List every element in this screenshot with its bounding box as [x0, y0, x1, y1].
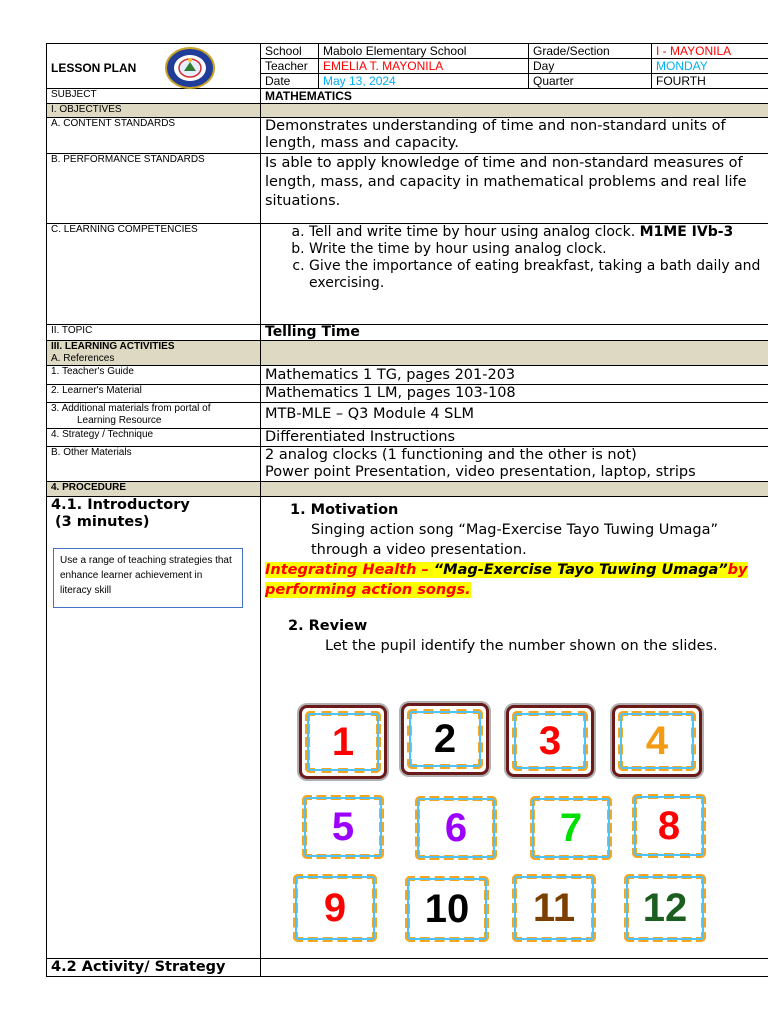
card-number: 8 [657, 804, 681, 848]
subject-label: SUBJECT [47, 89, 261, 104]
introductory-label-line2: (3 minutes) [55, 514, 150, 530]
card-number: 1 [331, 720, 355, 764]
other-materials-line2: Power point Presentation, video presentation, laptop, strips [265, 464, 696, 480]
card-number: 4 [645, 719, 669, 763]
grade-value: I - MAYONILA [652, 44, 768, 59]
additional-materials-label-line2: Learning Resource [77, 415, 162, 426]
competency-code: M1ME IVb-3 [639, 224, 734, 240]
integration-prefix: Integrating Health [265, 562, 417, 578]
lesson-plan-page [46, 43, 768, 977]
integration-suffix: by performing action songs. [265, 562, 748, 598]
date-value: May 13, 2024 [319, 74, 529, 89]
health-integration [265, 560, 768, 600]
card-number: 2 [433, 717, 457, 761]
topic-value: Telling Time [261, 325, 768, 341]
teacher-label: Teacher [261, 59, 319, 74]
day-label: Day [529, 59, 652, 74]
performance-standards-value: Is able to apply knowledge of time and non-standard measures of length, mass, and capacity in mathematical problems and real life situations. [261, 154, 768, 224]
learning-competencies-label: C. LEARNING COMPETENCIES [47, 224, 261, 325]
card-number: 6 [444, 806, 468, 850]
learning-activities-heading [47, 341, 261, 366]
card-number: 10 [424, 887, 470, 931]
card-number: 5 [331, 805, 355, 849]
performance-standards-label: B. PERFORMANCE STANDARDS [47, 154, 261, 224]
number-card [527, 793, 615, 863]
additional-materials-label [47, 403, 261, 429]
card-number: 9 [323, 886, 347, 930]
grade-label: Grade/Section [529, 44, 652, 59]
competencies-list [265, 224, 768, 292]
objectives-heading: I. OBJECTIVES [47, 104, 261, 118]
other-materials-value [261, 447, 768, 482]
number-card [612, 705, 702, 777]
introductory-content-cell [261, 497, 768, 959]
learning-competencies-cell [261, 224, 768, 325]
review-text: Let the pupil identify the number shown on the slides. [325, 638, 718, 654]
card-number: 12 [642, 886, 688, 930]
lesson-plan-title-cell [47, 44, 261, 89]
competency-text: Give the importance of eating breakfast, taking a bath daily and exercising. [309, 258, 761, 291]
number-card [509, 871, 599, 945]
strategy-label: 4. Strategy / Technique [47, 429, 261, 447]
competency-text: Write the time by hour using analog clock. [309, 241, 607, 257]
additional-materials-value: MTB-MLE – Q3 Module 4 SLM [261, 403, 768, 429]
motivation-text: Singing action song “Mag-Exercise Tayo Tuwing Umaga” through a video presentation. [311, 522, 718, 558]
teachers-guide-value: Mathematics 1 TG, pages 201-203 [261, 366, 768, 385]
topic-label: II. TOPIC [47, 325, 261, 341]
learning-activities-band [261, 341, 768, 366]
procedure-heading: 4. PROCEDURE [47, 482, 261, 497]
number-cards-grid [299, 697, 709, 953]
strategy-tip-box: Use a range of teaching strategies that enhance learner achievement in literacy skill [53, 548, 243, 608]
day-value: MONDAY [652, 59, 768, 74]
review-title: 2. Review [288, 618, 368, 634]
learners-material-value: Mathematics 1 LM, pages 103-108 [261, 385, 768, 403]
card-number: 3 [538, 719, 562, 763]
references-label: A. References [51, 353, 115, 364]
number-card [299, 792, 387, 862]
competency-item [309, 241, 768, 258]
date-label: Date [261, 74, 319, 89]
integration-dash: – [416, 562, 434, 578]
school-seal-icon [164, 46, 216, 90]
school-value: Mabolo Elementary School [319, 44, 529, 59]
card-number: 11 [532, 886, 576, 930]
competency-text: Tell and write time by hour using analog clock. [309, 224, 640, 240]
competency-item [309, 258, 768, 292]
lesson-plan-title: LESSON PLAN [51, 60, 137, 75]
content-standards-label: A. CONTENT STANDARDS [47, 118, 261, 154]
motivation-title: 1. Motivation [290, 502, 399, 518]
number-card [402, 873, 492, 945]
other-materials-line1: 2 analog clocks (1 functioning and the other is not) [265, 447, 637, 463]
introductory-label [51, 497, 256, 531]
teacher-value: EMELIA T. MAYONILA [319, 59, 529, 74]
quarter-label: Quarter [529, 74, 652, 89]
competency-item [309, 224, 768, 241]
lesson-plan-table [46, 43, 768, 977]
number-card [401, 703, 489, 775]
introductory-label-cell [47, 497, 261, 959]
objectives-band [261, 104, 768, 118]
teachers-guide-label: 1. Teacher's Guide [47, 366, 261, 385]
number-card [621, 871, 709, 945]
quarter-value: FOURTH [652, 74, 768, 89]
number-card [412, 793, 500, 863]
number-card [506, 705, 594, 777]
additional-materials-label-line1: 3. Additional materials from portal of [51, 403, 211, 414]
card-number: 7 [559, 806, 583, 850]
learning-activities-label: III. LEARNING ACTIVITIES [51, 341, 175, 352]
activity-strategy-value [261, 959, 768, 977]
content-standards-value: Demonstrates understanding of time and non-standard units of length, mass and capacity. [261, 118, 768, 154]
school-label: School [261, 44, 319, 59]
learners-material-label: 2. Learner's Material [47, 385, 261, 403]
number-card [290, 871, 380, 945]
other-materials-label: B. Other Materials [47, 447, 261, 482]
number-card [299, 705, 387, 779]
number-card [629, 791, 709, 861]
subject-value: MATHEMATICS [261, 89, 768, 104]
strategy-value: Differentiated Instructions [261, 429, 768, 447]
introductory-label-line1: 4.1. Introductory [51, 497, 190, 513]
activity-strategy-label: 4.2 Activity/ Strategy [47, 959, 261, 977]
integration-song: “Mag-Exercise Tayo Tuwing Umaga” [433, 562, 728, 578]
procedure-band [261, 482, 768, 497]
